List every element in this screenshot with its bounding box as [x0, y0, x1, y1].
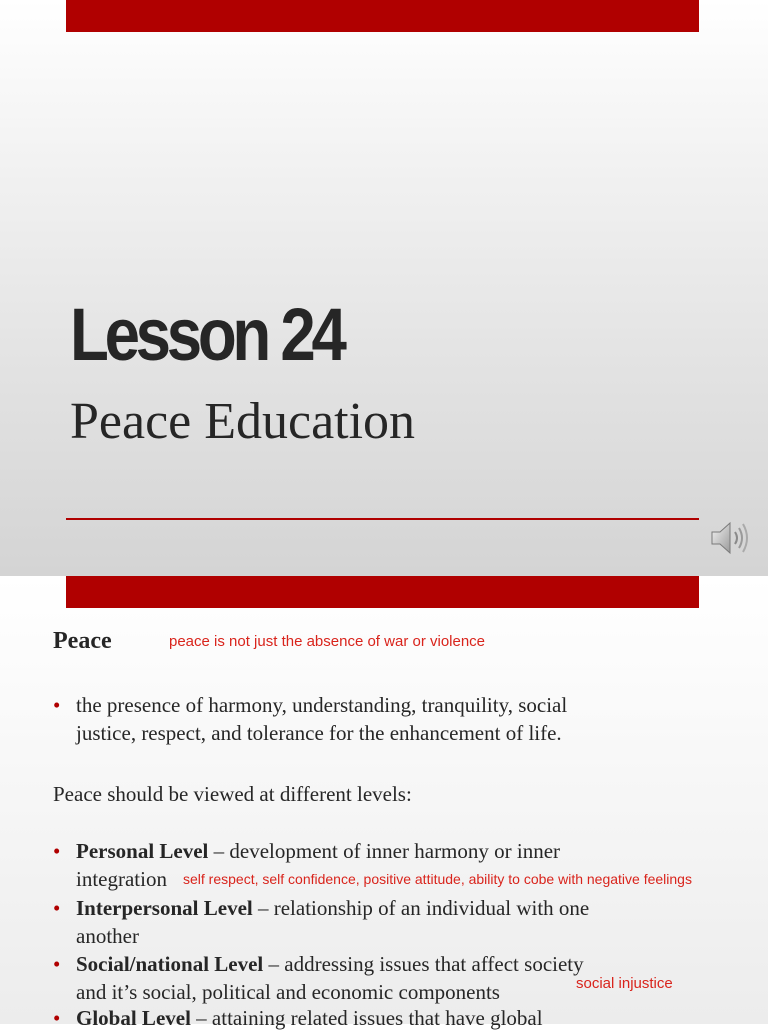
personal-annotation: self respect, self confidence, positive attitude, ability to cobe with negative feelings — [183, 871, 692, 887]
level-description: integration — [76, 867, 167, 891]
definition-line: the presence of harmony, understanding, tranquility, social — [76, 693, 568, 717]
top-accent-bar — [66, 576, 699, 608]
level-description: – development of inner harmony or inner — [208, 839, 561, 863]
level-social — [53, 950, 584, 1006]
top-accent-bar — [66, 0, 699, 32]
level-label: Global Level — [76, 1006, 191, 1030]
level-description: – attaining related issues that have global — [190, 1006, 543, 1030]
definition-line: justice, respect, and tolerance for the enhancement of life. — [76, 721, 562, 745]
level-global — [53, 1004, 543, 1032]
speaker-icon[interactable] — [708, 516, 752, 560]
heading-annotation: peace is not just the absence of war or violence — [169, 633, 486, 650]
level-label: Personal Level — [76, 839, 209, 863]
slide-subtitle: Peace Education — [70, 393, 416, 450]
bullet-icon: • — [53, 693, 61, 717]
bullet-icon: • — [53, 839, 61, 863]
level-interpersonal — [53, 894, 589, 950]
peace-heading: Peace — [53, 628, 112, 654]
level-description: – relationship of an individual with one — [252, 896, 590, 920]
level-description: another — [76, 924, 139, 948]
bullet-icon: • — [53, 952, 61, 976]
slide-title: Lesson 24 — [70, 293, 343, 376]
level-description: – addressing issues that affect society — [263, 952, 584, 976]
title-divider — [66, 518, 699, 520]
level-label: Social/national Level — [76, 952, 264, 976]
levels-intro: Peace should be viewed at different levels: — [53, 782, 412, 806]
level-description: and it’s social, political and economic components — [76, 980, 500, 1004]
bullet-icon: • — [53, 896, 61, 920]
bullet-icon: • — [53, 1006, 61, 1030]
definition-bullet — [53, 691, 567, 747]
social-annotation: social injustice — [576, 975, 673, 992]
level-label: Interpersonal Level — [76, 896, 253, 920]
